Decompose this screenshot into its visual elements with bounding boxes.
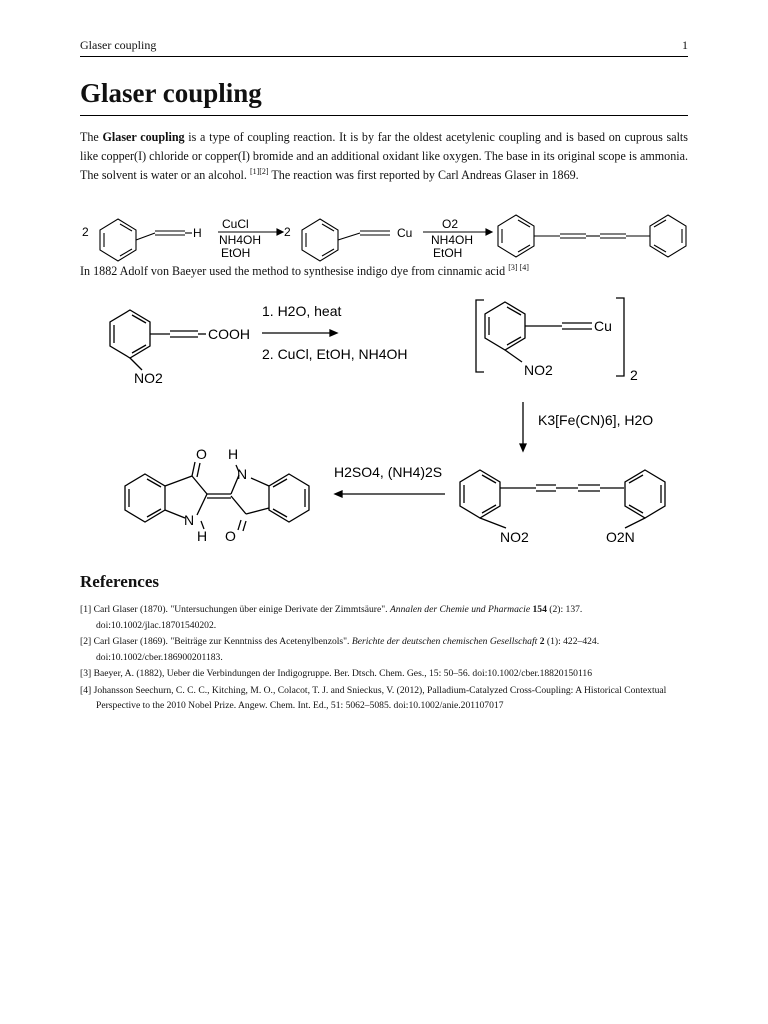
page-number: 1 (682, 38, 688, 52)
article-title: Glaser coupling (80, 78, 688, 116)
citation-3-4[interactable]: [3] [4] (508, 262, 529, 272)
reference-journal: Berichte der deutschen chemischen Gesellschaft (351, 636, 538, 647)
intro-bold-term: Glaser coupling (102, 130, 185, 144)
references-list (80, 602, 700, 715)
atom-cu: Cu (594, 318, 612, 334)
step-2-conditions: 2. CuCl, EtOH, NH4OH (262, 346, 408, 362)
atom-o: O (225, 528, 236, 544)
reference-text: Carl Glaser (1869). "Beiträge zur Kenntniss des Acetenylbenzols". (93, 636, 352, 647)
reagent-nh4oh: NH4OH (219, 233, 262, 247)
benzene-ring (460, 470, 500, 518)
reagent-etoh: EtOH (221, 246, 251, 260)
bracket-subscript: 2 (630, 367, 638, 383)
reference-item (80, 634, 700, 665)
reference-item (80, 666, 700, 682)
group-no2: NO2 (524, 362, 553, 378)
atom-n: N (237, 466, 248, 482)
benzene-ring (625, 470, 665, 518)
reference-text: Carl Glaser (1870). "Untersuchungen über einige Derivate der Zimmtsäure". (93, 604, 390, 615)
intro-text-1: The (80, 130, 103, 144)
step-1-conditions: 1. H2O, heat (262, 303, 342, 319)
reference-text: Johansson Seechurn, C. C. C., Kitching, M. O., Colacot, T. J. and Snieckus, V. (2012), Palladium-Catalyzed Cross-Coupling: A Historical Contextual Perspective to the 2010 Nobel Prize. Angew. Chem. Int. Ed., 51: 5062–5085. doi:10.1002/anie.201107017 (93, 684, 667, 711)
intro-text-3: The reaction was first reported by Carl Andreas Glaser in 1869. (268, 168, 579, 182)
atom-h: H (193, 226, 202, 240)
reference-item (80, 683, 700, 714)
reference-number: [4] (80, 684, 92, 696)
atom-n: N (184, 512, 195, 528)
reference-number: [2] (80, 636, 92, 647)
references-heading: References (80, 572, 159, 591)
reference-journal: Annalen der Chemie und Pharmacie (389, 604, 531, 615)
running-title: Glaser coupling (80, 38, 157, 52)
baeyer-text: In 1882 Adolf von Baeyer used the method to synthesise indigo dye from cinnamic acid (80, 264, 509, 278)
reagent-etoh: EtOH (433, 246, 463, 260)
reduction-conditions: H2SO4, (NH4)2S (334, 464, 443, 480)
coefficient-2: 2 (82, 225, 89, 239)
reference-item (80, 602, 700, 633)
group-cooh: COOH (208, 326, 250, 342)
reference-text: (2): 137. doi:10.1002/jlac.18701540202. (96, 604, 583, 631)
reference-volume: 154 (532, 604, 547, 615)
group-o2n: O2N (606, 529, 635, 545)
benzene-ring (125, 474, 165, 522)
benzene-ring (110, 310, 150, 358)
reference-text: (1): 422–424. doi:10.1002/cber.186900201183. (96, 636, 600, 663)
benzene-ring (485, 302, 525, 350)
reagent-cucl: CuCl (222, 217, 249, 231)
coefficient-2: 2 (284, 225, 291, 239)
atom-cu: Cu (397, 226, 413, 240)
atom-h: H (197, 528, 208, 544)
reagent-nh4oh: NH4OH (431, 233, 474, 247)
citation-1-2[interactable]: [1][2] (249, 166, 269, 176)
oxidation-conditions: K3[Fe(CN)6], H2O (538, 412, 654, 428)
atom-o: O (196, 446, 207, 462)
reference-number: [3] (80, 668, 92, 679)
reference-number: [1] (80, 604, 92, 615)
reference-text: Baeyer, A. (1882), Ueber die Verbindungen der Indigogruppe. Ber. Dtsch. Chem. Ges., 15: 50–56. doi:10.1002/cber.18820150116 (93, 668, 592, 679)
intro-text-2: is a type of coupling reaction. It is by far the oldest acetylenic coupling and is based on cuprous salts like copper(I) chloride or copper(I) bromide and an additional oxidant like oxygen. The base in its original scope is ammonia. The solvent is water or an alcohol. (80, 130, 688, 182)
group-no2: NO2 (134, 370, 163, 386)
reagent-o2: O2 (442, 217, 459, 231)
benzene-ring (269, 474, 309, 522)
reference-volume: 2 (539, 636, 545, 647)
group-no2: NO2 (500, 529, 529, 545)
atom-h: H (228, 446, 239, 462)
